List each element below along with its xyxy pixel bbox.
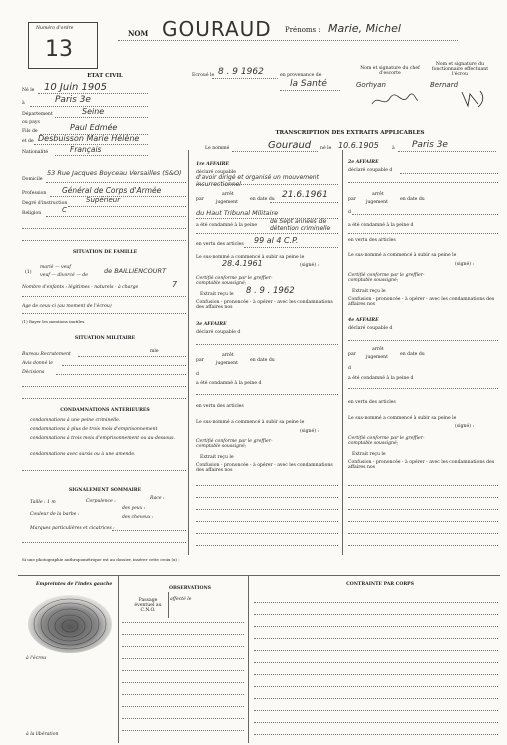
- rule: [62, 365, 186, 366]
- nationalite-value: Français: [70, 145, 102, 154]
- affaire1-arret: arrêt: [222, 192, 234, 197]
- rule: [348, 182, 498, 183]
- le-nomme-label: Le nommé: [205, 146, 230, 151]
- anterieures-l1: condamnations à une peine criminelle.: [30, 418, 121, 423]
- rule: [254, 650, 498, 651]
- affaire2-declare: déclaré coupable d: [348, 168, 393, 173]
- rule: [22, 296, 186, 297]
- rule: [122, 682, 244, 683]
- affaire3-jugement: jugement: [216, 361, 238, 366]
- rule: [122, 730, 244, 731]
- instruction-value: Supérieur: [86, 196, 121, 204]
- affaire3-title: 3e AFFAIRE: [196, 322, 227, 327]
- le-nomme-value: Gouraud: [268, 140, 312, 151]
- affaire1-title: 1re AFFAIRE: [196, 162, 229, 167]
- affaire4-par: par: [348, 352, 356, 357]
- signalement-taille: Taille : 1 m: [30, 500, 56, 505]
- militaire-decisions: Décisions: [22, 370, 45, 375]
- affaire2-date: en date du: [400, 197, 425, 202]
- affaire2-articles: en vertu des articles: [348, 238, 396, 243]
- rule: [196, 184, 338, 185]
- signature-scribble: [370, 92, 420, 110]
- affaire4-subir: Le sus-nommé a commencé à subir sa peine le: [348, 416, 457, 421]
- signalement-photo: Si une photographie anthropométrique est au dossier, insérer cette croix (x) :: [22, 557, 180, 562]
- famille-age: Age de ceux-ci (au moment de l'écrou): [22, 304, 112, 309]
- famille-veuf-line: veuf — divorcé — de: [40, 273, 88, 278]
- famille-rayer: (1) Rayer les mentions inutiles.: [22, 319, 86, 324]
- affaire2-certifie: Certifié conforme par le greffier-comptable soussigné;: [348, 273, 425, 284]
- liberation-label: à la libération: [26, 732, 59, 737]
- famille-title: SITUATION DE FAMILLE: [72, 250, 138, 255]
- signalement-race: Race :: [150, 496, 165, 501]
- affaire4-declare: déclaré coupable d: [348, 326, 393, 331]
- rule: [348, 233, 498, 234]
- signalement-title: SIGNALEMENT SOMMAIRE: [68, 488, 142, 493]
- affaire3-signe: (signé) :: [300, 429, 320, 434]
- rule: [22, 240, 186, 241]
- rule: [254, 614, 498, 615]
- ecroue-label: Ecroué le: [192, 73, 215, 78]
- affaire1-confusion: Confusion - prononcée - à opérer - avec les condamnations des affaires nos: [196, 300, 333, 311]
- rule: [348, 485, 498, 486]
- anterieures-title: CONDAMNATIONS ANTERIEURES: [60, 408, 150, 413]
- rule: [122, 706, 244, 707]
- rule: [38, 93, 148, 94]
- affaire4-certifie: Certifié conforme par le greffier-comptable soussigné;: [348, 436, 425, 447]
- rule: [78, 356, 186, 357]
- rule: [22, 542, 186, 543]
- affaire3-condamne: a été condamné à la peine d: [196, 381, 262, 386]
- affaire1-extrait-value: 8 . 9 . 1962: [246, 286, 295, 296]
- affaire4-confusion: Confusion - prononcée - à opérer - avec les condamnations des affaires nos: [348, 460, 495, 471]
- rule: [55, 117, 148, 118]
- transcription-title: TRANSCRIPTION DES EXTRAITS APPLICABLES: [275, 130, 425, 136]
- affecte-label: affecté le: [170, 597, 192, 602]
- rule: [196, 509, 338, 510]
- rule: [22, 386, 186, 387]
- rule: [254, 602, 498, 603]
- fils-de-label: Fils de: [22, 129, 38, 134]
- bottom-divider: [18, 575, 500, 576]
- passage-label: Passage éventuel au C.N.O.: [134, 598, 162, 614]
- affaire1-condamne-value: de Sept années de détention criminelle: [270, 218, 331, 232]
- rule: [244, 247, 338, 248]
- ecroue-date: 8 . 9 1962: [218, 67, 264, 77]
- rule: [122, 670, 244, 671]
- observations-divider: [248, 575, 249, 743]
- column-divider: [188, 150, 189, 555]
- rule: [196, 497, 338, 498]
- signalement-marques: Marques particulières et cicatrices :: [30, 526, 115, 531]
- prenoms-label: Prénoms :: [285, 26, 321, 34]
- transcription-ne-le-label: né le: [320, 146, 332, 151]
- affaire1-tribunal: du Haut Tribunal Militaire: [196, 209, 279, 217]
- affaire3-arret: arrêt: [222, 353, 234, 358]
- affaire1-par: par: [196, 197, 204, 202]
- rule: [254, 710, 498, 711]
- affaire1-subir-value: 28.4.1961: [222, 259, 263, 268]
- rule: [196, 533, 338, 534]
- contrainte-title: CONTRAINTE PAR CORPS: [346, 582, 414, 587]
- rule: [122, 694, 244, 695]
- rule: [196, 344, 338, 345]
- a-label: à: [22, 101, 25, 106]
- signalement-corpulence: Corpulence :: [86, 499, 116, 504]
- affaire2-condamne: a été condamné à la peine d: [348, 223, 414, 228]
- rule: [254, 686, 498, 687]
- rule: [348, 340, 498, 341]
- rule: [352, 214, 498, 215]
- rule: [280, 90, 340, 91]
- rule: [122, 658, 244, 659]
- rule: [348, 545, 498, 546]
- rule: [254, 626, 498, 627]
- rule: [196, 485, 338, 486]
- militaire-avis: Avis donné le: [22, 361, 54, 366]
- affaire4-articles: en vertu des articles: [348, 400, 396, 405]
- affaire1-subir-label: Le sus-nommé a commencé à subir sa peine le: [196, 255, 305, 260]
- rule: [254, 674, 498, 675]
- affaire1-date-value: 21.6.1961: [282, 190, 328, 200]
- famille-enfants: Nombre d'enfants : légitimes - naturels - à charge: [22, 285, 139, 290]
- domicile-value: 53 Rue Jacques Boyceau Versailles (S&O): [47, 169, 182, 177]
- signalement-barbe: Couleur de la barbe :: [30, 512, 80, 517]
- provenance-value: la Santé: [290, 79, 327, 89]
- et-de-label: et de: [22, 139, 34, 144]
- rule: [254, 698, 498, 699]
- signalement-yeux: des yeux :: [122, 506, 146, 511]
- rule: [348, 388, 498, 389]
- rule: [254, 734, 498, 735]
- affaire4-date: en date du: [400, 352, 425, 357]
- affaire4-arret: arrêt: [372, 347, 384, 352]
- rule: [196, 545, 338, 546]
- affaire3-confusion: Confusion - prononcée - à opérer - avec les condamnations des affaires nos: [196, 463, 333, 474]
- domicile-label: Domicile: [22, 177, 43, 182]
- affaire3-declare: déclaré coupable d: [196, 330, 241, 335]
- rule: [22, 228, 186, 229]
- anterieures-l4: condamnations avec sursis ou à une amende.: [30, 452, 136, 457]
- chef-escorte-label: Nom et signature du chef d'escorte: [360, 66, 420, 77]
- affaire3-par: par: [196, 358, 204, 363]
- rule: [196, 394, 338, 395]
- rule: [46, 182, 186, 183]
- affaire2-par: par: [348, 197, 356, 202]
- affaire1-articles-value: 99 al 4 C.P.: [254, 236, 299, 245]
- rule: [254, 662, 498, 663]
- affaire2-confusion: Confusion - prononcée - à opérer - avec les condamnations des affaires nos: [348, 297, 495, 308]
- rule: [122, 634, 244, 635]
- nom-value: GOURAUD: [162, 17, 272, 41]
- rule: [22, 470, 186, 471]
- famille-footnote-mark: (1): [25, 270, 32, 275]
- affaire1-date-label: en date du: [250, 197, 275, 202]
- fils-de-value: Paul Edmée: [70, 123, 118, 132]
- chef-escorte-signature: Gorhyan: [356, 81, 386, 89]
- affaire1-certifie: Certifié conforme par le greffier-comptable soussigné;: [196, 276, 273, 287]
- rule: [22, 398, 186, 399]
- fonctionnaire-label: Nom et signature du fonctionnaire effectuant l'écrou: [431, 62, 489, 78]
- affaire1-declare-label: déclaré coupable: [196, 170, 236, 175]
- rule: [55, 155, 148, 156]
- etat-civil-title: ETAT CIVIL: [87, 73, 123, 79]
- ecrou-label: à l'écrou: [26, 656, 47, 661]
- affaire3-extrait: Extrait reçu le: [200, 455, 234, 460]
- affaire3-articles: en vertu des articles: [196, 404, 244, 409]
- religion-value: C: [62, 206, 67, 214]
- departement-label: Département: [22, 112, 53, 117]
- empreintes-divider: [118, 575, 119, 743]
- affaire4-d: d: [348, 366, 351, 371]
- affaire3-subir: Le sus-nommé a commencé à subir sa peine le: [196, 420, 305, 425]
- rule: [232, 151, 318, 152]
- rule: [348, 509, 498, 510]
- anterieures-l3: condamnations à trois mois d'emprisonnement ou au-dessous.: [30, 436, 175, 441]
- famille-conjoint-value: de BAILLIENCOURT: [104, 267, 167, 275]
- affaire2-extrait: Extrait reçu le: [352, 289, 386, 294]
- rule: [254, 638, 498, 639]
- rule: [398, 151, 496, 152]
- rule: [122, 622, 244, 623]
- rule: [348, 533, 498, 534]
- affaire4-jugement: jugement: [366, 355, 388, 360]
- rule: [196, 521, 338, 522]
- instruction-label: Degré d'instruction: [22, 201, 68, 206]
- affaire4-title: 4e AFFAIRE: [348, 318, 379, 323]
- fonctionnaire-signature: Bernard: [430, 81, 459, 89]
- observations-title: OBSERVATIONS: [169, 586, 211, 591]
- affaire1-extrait-label: Extrait reçu le: [200, 292, 234, 297]
- rule: [122, 646, 244, 647]
- affaire1-condamne-label: a été condamné à la peine: [196, 223, 258, 228]
- religion-label: Religion: [22, 211, 42, 216]
- departement-value: Seine: [82, 107, 105, 116]
- ne-le-label: Né le: [22, 88, 35, 93]
- empreintes-label: Empreintes de l'index gauche: [36, 582, 113, 587]
- nationalite-label: Nationalité: [22, 150, 49, 155]
- affaire2-signe: (signé) :: [455, 262, 475, 267]
- militaire-title: SITUATION MILITAIRE: [74, 336, 136, 341]
- header-line: [118, 40, 458, 41]
- affaire1-jugement: jugement: [216, 200, 238, 205]
- rule: [196, 233, 338, 234]
- militaire-mle: mle: [150, 349, 159, 354]
- affaire4-signe: (signé) :: [455, 424, 475, 429]
- militaire-bureau: Bureau Recrutement: [22, 352, 71, 357]
- famille-marie-line: marié — veuf: [40, 265, 71, 270]
- affaire3-d: d: [196, 372, 199, 377]
- rule: [122, 718, 244, 719]
- rule: [254, 722, 498, 723]
- transcription-a-label: à: [392, 146, 395, 151]
- et-de-value: Desbuisson Marie Hélène: [38, 134, 140, 143]
- order-number-value: 13: [45, 37, 73, 62]
- affaire2-arret: arrêt: [372, 192, 384, 197]
- affaire2-d: d: [348, 210, 351, 215]
- rule: [46, 216, 186, 217]
- affaire2-jugement: jugement: [366, 200, 388, 205]
- rule: [212, 78, 278, 79]
- affaire1-declare-value: d'avoir dirigé et organisé un mouvement insurrectionnel: [196, 174, 319, 188]
- anterieures-l2: condamnations à plus de trois mois d'emprisonnement: [30, 427, 158, 432]
- rule: [68, 206, 186, 207]
- signalement-cheveux: des cheveux :: [122, 515, 154, 520]
- affaire1-signe: (signé) :: [300, 263, 320, 268]
- signature-initials: [458, 88, 488, 110]
- famille-enfants-value: 7: [172, 280, 178, 289]
- profession-value: Général de Corps d'Armée: [62, 186, 162, 195]
- rule: [400, 173, 498, 174]
- profession-label: Profession: [22, 191, 47, 196]
- column-divider-right: [342, 150, 343, 555]
- passage-divider: [168, 592, 169, 618]
- affaire1-articles-label: en vertu des articles: [196, 242, 244, 247]
- rule: [22, 313, 186, 314]
- rule: [348, 521, 498, 522]
- affaire4-condamne: a été condamné à la peine d: [348, 376, 414, 381]
- affaire3-date: en date du: [250, 358, 275, 363]
- affaire4-extrait: Extrait reçu le: [352, 452, 386, 457]
- rule: [56, 374, 186, 375]
- transcription-ne-le-value: 10.6.1905: [338, 141, 379, 150]
- prenoms-value: Marie, Michel: [328, 22, 401, 35]
- fingerprint-image: [24, 592, 114, 654]
- order-number-label: Numéro d'ordre: [36, 26, 74, 31]
- a-value: Paris 3e: [55, 95, 91, 105]
- ne-le-value: 10 Juin 1905: [44, 82, 107, 93]
- ou-pays-label: ou pays: [22, 120, 40, 125]
- affaire3-certifie: Certifié conforme par le greffier-comptable soussigné;: [196, 439, 273, 450]
- rule: [112, 530, 186, 531]
- affaire2-title: 2e AFFAIRE: [348, 160, 379, 165]
- rule: [270, 202, 338, 203]
- transcription-a-value: Paris 3e: [412, 140, 448, 150]
- nom-label: NOM: [128, 29, 149, 38]
- provenance-label: en provenance de: [280, 73, 322, 78]
- rule: [348, 497, 498, 498]
- affaire2-subir: Le sus-nommé a commencé à subir sa peine le: [348, 253, 457, 258]
